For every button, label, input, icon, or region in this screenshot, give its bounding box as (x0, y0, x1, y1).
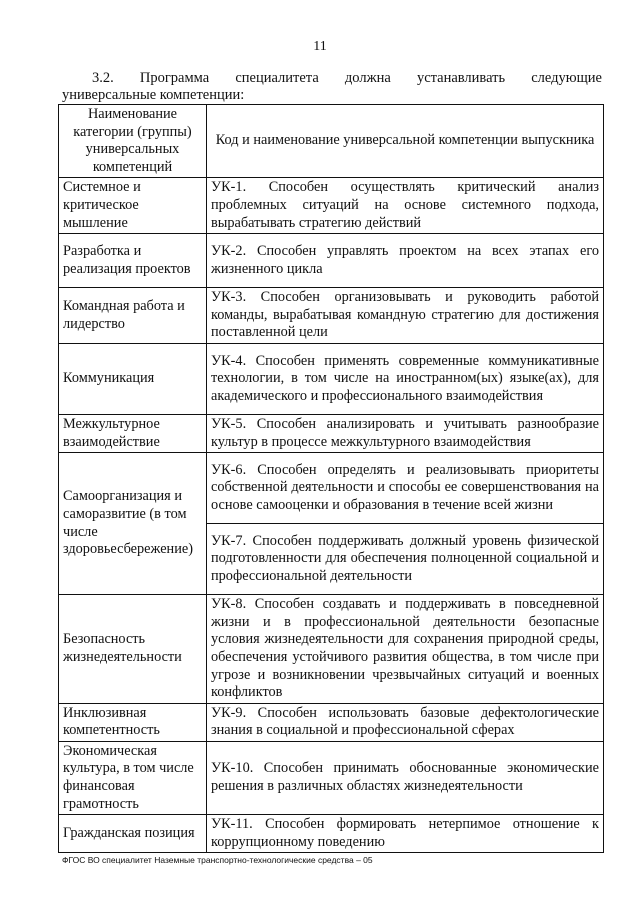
document-footer: ФГОС ВО специалитет Наземные транспортно-технологические средства – 05 (62, 855, 373, 865)
table-row (59, 453, 604, 524)
intro-paragraph (62, 70, 602, 104)
category-cell: Командная работа и лидерство (59, 288, 207, 344)
category-cell: Коммуникация (59, 343, 207, 414)
competence-cell: УК-9. Способен использовать базовые дефектологические знания в социальной и профессиональной сферах (207, 703, 604, 741)
table-row (59, 288, 604, 344)
table-row (59, 178, 604, 234)
table-row (59, 595, 604, 704)
intro-line-1 (62, 70, 602, 87)
category-cell: Инклюзивная компетентность (59, 703, 207, 741)
competence-cell: УК-6. Способен определять и реализовывать приоритеты собственной деятельности и способы ее совершенствования на основе самооценки и образования в течение всей жизни (207, 453, 604, 524)
competence-cell: УК-4. Способен применять современные коммуникативные технологии, в том числе на иностранном(ых) языке(ах), для академического и профессионального взаимодействия (207, 343, 604, 414)
competence-cell: УК-2. Способен управлять проектом на всех этапах его жизненного цикла (207, 234, 604, 288)
competence-cell: УК-10. Способен принимать обоснованные экономические решения в различных областях жизнедеятельности (207, 741, 604, 814)
table-row (59, 343, 604, 414)
competence-cell: УК-11. Способен формировать нетерпимое отношение к коррупционному поведению (207, 815, 604, 853)
category-cell: Экономическая культура, в том числе финансовая грамотность (59, 741, 207, 814)
page-number: 11 (313, 39, 327, 54)
category-cell: Самоорганизация и саморазвитие (в том числе здоровьесбережение) (59, 453, 207, 595)
table-row (59, 414, 604, 452)
competence-cell: УК-1. Способен осуществлять критический анализ проблемных ситуаций на основе системного подхода, вырабатывать стратегию действий (207, 178, 604, 234)
category-cell: Межкультурное взаимодействие (59, 414, 207, 452)
category-cell: Гражданская позиция (59, 815, 207, 853)
competencies-table (58, 104, 604, 853)
header-competence: Код и наименование универсальной компетенции выпускника (207, 105, 604, 178)
table-row (59, 234, 604, 288)
category-cell: Безопасность жизнедеятельности (59, 595, 207, 704)
competence-cell: УК-8. Способен создавать и поддерживать в повседневной жизни и в профессиональной деятельности безопасные условия жизнедеятельности для сохранения природной среды, обеспечения устойчивого развития общества, в том числе при угрозе и возникновении чрезвычайных ситуаций и военных конфликтов (207, 595, 604, 704)
competence-cell: УК-7. Способен поддерживать должный уровень физической подготовленности для обеспечения полноценной социальной и профессиональной деятельности (207, 524, 604, 595)
competence-cell: УК-5. Способен анализировать и учитывать разнообразие культур в процессе межкультурного взаимодействия (207, 414, 604, 452)
intro-line-2: универсальные компетенции: (62, 87, 245, 103)
table-row (59, 815, 604, 853)
intro-word: специалитета (235, 70, 319, 86)
header-category: Наименование категории (группы) универсальных компетенций (59, 105, 207, 178)
table-header-row (59, 105, 604, 178)
section-number: 3.2. (92, 70, 114, 86)
competence-cell: УК-3. Способен организовывать и руководить работой команды, вырабатывая командную стратегию для достижения поставленной цели (207, 288, 604, 344)
intro-word: устанавливать (416, 70, 506, 86)
table-row (59, 703, 604, 741)
intro-word: следующие (531, 70, 602, 86)
intro-word: Программа (139, 70, 210, 86)
category-cell: Системное и критическое мышление (59, 178, 207, 234)
category-cell: Разработка и реализация проектов (59, 234, 207, 288)
table-row (59, 741, 604, 814)
intro-word: должна (344, 70, 391, 86)
